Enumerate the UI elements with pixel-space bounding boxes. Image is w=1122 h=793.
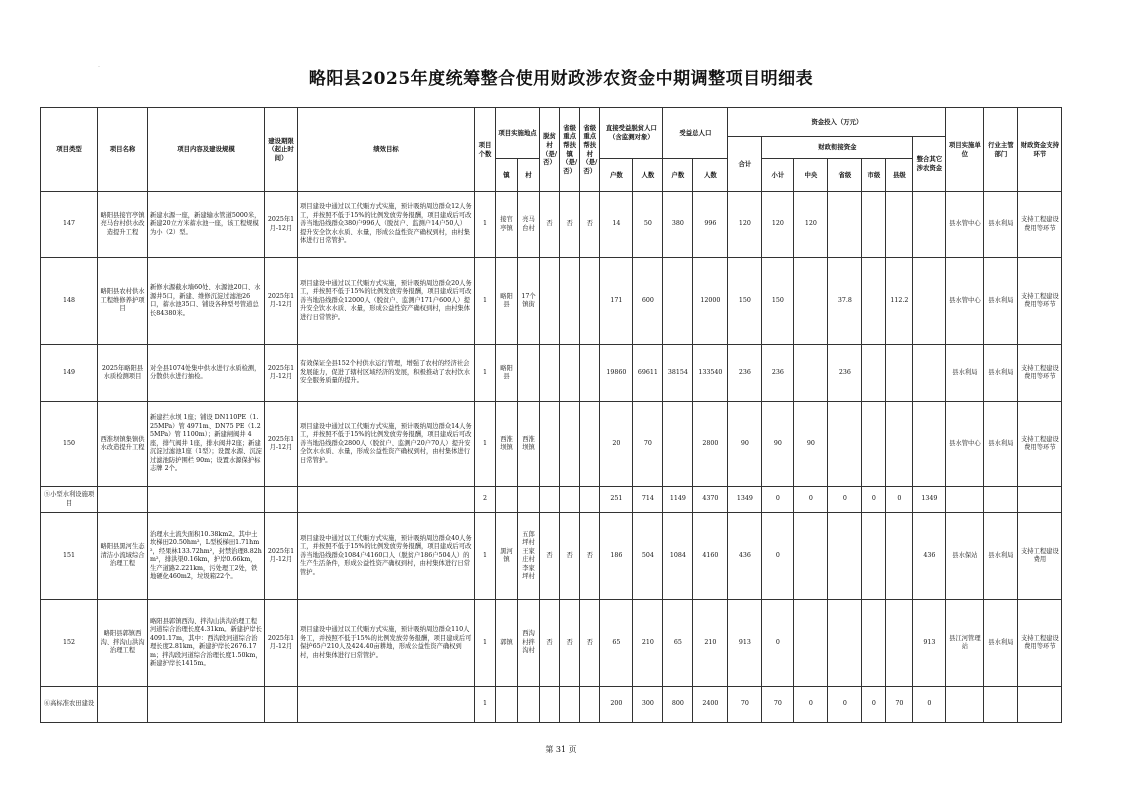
- project-table: [40, 107, 1062, 723]
- table-row: [41, 345, 1062, 402]
- cell-benefit-people: 2800: [693, 402, 728, 487]
- header-direct-people: 人数: [633, 159, 663, 192]
- cell-link: 支持工程建设费用等环节: [1018, 402, 1062, 487]
- cell-benefit-people: 4160: [693, 513, 728, 600]
- cell-link: 支持工程建设费用等环节: [1018, 258, 1062, 345]
- table-row: [41, 192, 1062, 258]
- cell-goal: 项目建设中通过以工代赈方式实施，预计吸纳周边群众40人务工，并按照不低于15%的比例发放劳务报酬，项目建成后可改善当地沿线群众1084户4160口人（脱贫户186户504人）的生产生活条件，形成公益性资产确权到村，由村集体进行日常管护。: [298, 513, 475, 600]
- cell-county: [886, 192, 913, 258]
- cell-count: 1: [475, 402, 496, 487]
- cell-province: [828, 192, 862, 258]
- cell-key-town: 否: [560, 192, 580, 258]
- cell-central: [794, 345, 828, 402]
- cell-count: 1: [475, 513, 496, 600]
- cell-count: 1: [475, 345, 496, 402]
- header-goal: 绩效目标: [298, 108, 475, 192]
- cell-count: 1: [475, 258, 496, 345]
- cell-direct-households: 14: [600, 192, 633, 258]
- cell-village: 西淮坝镇: [518, 402, 540, 487]
- header-link: 财政资金支持环节: [1018, 108, 1062, 192]
- cell-city: [862, 345, 886, 402]
- cell-key-town: [560, 258, 580, 345]
- cell-key-town: 否: [560, 600, 580, 687]
- cell-benefit-people: 12000: [693, 258, 728, 345]
- cell-total: 70: [728, 687, 762, 723]
- cell-integrated: 436: [913, 513, 946, 600]
- cell-town: 略阳县: [496, 258, 518, 345]
- cell-id: 152: [41, 600, 98, 687]
- cell-key-village: 否: [580, 513, 600, 600]
- cell-poverty: [540, 402, 560, 487]
- cell-subtotal: 0: [762, 487, 794, 513]
- cell-direct-people: 600: [633, 258, 663, 345]
- cell-integrated: 913: [913, 600, 946, 687]
- cell-province: 236: [828, 345, 862, 402]
- cell-village: 西沟村拌沟村: [518, 600, 540, 687]
- cell-name: 略阳县黑河生态清洁小流域综合治理工程: [98, 513, 148, 600]
- cell-poverty: 否: [540, 600, 560, 687]
- cell-town: 黑河镇: [496, 513, 518, 600]
- cell-village: 五郎坪村王家庄村李家坪村: [518, 513, 540, 600]
- cell-dept: 县水利局: [984, 402, 1018, 487]
- header-town: 镇: [496, 159, 518, 192]
- cell-direct-people: 210: [633, 600, 663, 687]
- cell-direct-people: 504: [633, 513, 663, 600]
- cell-goal: 项目建设中通过以工代赈方式实施，预计吸纳周边群众12人务工，并按照不低于15%的比例发放劳务报酬，项目建成后可改善当地沿线群众380户996人（脱贫户、监测户14户50人）提升安全饮水水质、水量，形成公益性资产确权到村，由村集体进行日常管护。: [298, 192, 475, 258]
- header-total-beneficiaries: 受益总人口: [663, 108, 728, 159]
- cell-county: [886, 600, 913, 687]
- cell-benefit-people: 210: [693, 600, 728, 687]
- cell-city: 0: [862, 487, 886, 513]
- cell-goal: 项目建设中通过以工代赈方式实施，预计吸纳周边群众14人务工，并按照不低于15%的比例发放劳务报酬，项目建成后可改善当地沿线群众2800人（脱贫户、监测户20户70人）提升安全饮水水质、水量，形成公益性资产确权到村，由村集体进行日常管护。: [298, 402, 475, 487]
- cell-link: 支持工程建设费用等环节: [1018, 345, 1062, 402]
- header-benefit-households: 户数: [663, 159, 693, 192]
- cell-dept: 县水利局: [984, 345, 1018, 402]
- cell-total: 150: [728, 258, 762, 345]
- cell-dept: 县水利局: [984, 513, 1018, 600]
- cell-key-village: 否: [580, 600, 600, 687]
- cell-period: 2025年1月-12月: [265, 258, 298, 345]
- cell-central: [794, 513, 828, 600]
- cell-content: 略阳县郭镇西沟、拌沟山洪沟治理工程河道综合治理长度4.31km。新建护岸长4091.17m，其中：西沟段河道综合治理长度2.81km，新建护岸长2676.17m；拌沟段河道综合治理长度1.50km，新建护岸长1415m。: [148, 600, 265, 687]
- cell-central: 120: [794, 192, 828, 258]
- cell-period: 2025年1月-12月: [265, 513, 298, 600]
- cell-name: 略阳县郭镇西沟、拌沟山洪沟治理工程: [98, 600, 148, 687]
- cell-county: [886, 402, 913, 487]
- header-period: 建设期限（起止时间）: [265, 108, 298, 192]
- cell-period: 2025年1月-12月: [265, 402, 298, 487]
- cell-name: 2025年略阳县水质检测项目: [98, 345, 148, 402]
- cell-content: 对全县1074处集中供水进行水质检测，分散供水进行抽检。: [148, 345, 265, 402]
- cell-period: 2025年1月-12月: [265, 345, 298, 402]
- cell-link: 支持工程建设费用: [1018, 513, 1062, 600]
- cell-id: 150: [41, 402, 98, 487]
- cell-benefit-households: 38154: [663, 345, 693, 402]
- cell-city: [862, 258, 886, 345]
- cell-benefit-people: 2400: [693, 687, 728, 723]
- cell-direct-people: 69611: [633, 345, 663, 402]
- header-direct-households: 户数: [600, 159, 633, 192]
- cell-benefit-households: 800: [663, 687, 693, 723]
- cell-city: [862, 402, 886, 487]
- cell-benefit-households: 380: [663, 192, 693, 258]
- cell-benefit-households: [663, 402, 693, 487]
- cell-count: 1: [475, 600, 496, 687]
- cell-key-village: [580, 345, 600, 402]
- cell-unit: 县江河管理站: [946, 600, 984, 687]
- cell-name: 西淮坝镇集镇供水改造提升工程: [98, 402, 148, 487]
- table-row: [41, 402, 1062, 487]
- header-key-village: 省级重点帮扶村（是/否）: [580, 108, 600, 192]
- cell-central: 0: [794, 687, 828, 723]
- header-key-town: 省级重点帮扶镇（是/否）: [560, 108, 580, 192]
- cell-county: 0: [886, 487, 913, 513]
- header-fiscal: 财政衔接资金: [762, 137, 913, 159]
- cell-subtotal: 236: [762, 345, 794, 402]
- header-funds: 资金投入（万元）: [728, 108, 946, 137]
- cell-integrated: [913, 345, 946, 402]
- table-row: [41, 600, 1062, 687]
- cell-id: 147: [41, 192, 98, 258]
- cell-direct-people: 70: [633, 402, 663, 487]
- cell-goal: 项目建设中通过以工代赈方式实施，预计吸纳周边群众20人务工，并按照不低于15%的比例发放劳务报酬，项目建成后可改善当地沿线群众12000人（脱贫户、监测户171户600人）提升安全饮水水质、水量，形成公益性资产确权到村，由村集体进行日常管护。: [298, 258, 475, 345]
- cell-subtotal: 0: [762, 600, 794, 687]
- cell-central: 90: [794, 402, 828, 487]
- cell-province: [828, 513, 862, 600]
- page-number: 第 31 页: [545, 745, 577, 754]
- cell-county: [886, 513, 913, 600]
- cell-key-town: 否: [560, 513, 580, 600]
- cell-total: 1349: [728, 487, 762, 513]
- cell-unit: 县水管中心: [946, 402, 984, 487]
- cell-province: 37.8: [828, 258, 862, 345]
- cell-direct-people: 714: [633, 487, 663, 513]
- cell-total: 120: [728, 192, 762, 258]
- cell-direct-people: 50: [633, 192, 663, 258]
- cell-total: 913: [728, 600, 762, 687]
- cell-central: [794, 258, 828, 345]
- cell-period: 2025年1月-12月: [265, 600, 298, 687]
- cell-province: 0: [828, 687, 862, 723]
- cell-name: 略阳县接官亭镇亮马台村供水改造提升工程: [98, 192, 148, 258]
- cell-id: 148: [41, 258, 98, 345]
- cell-key-village: [580, 258, 600, 345]
- cell-county: [886, 345, 913, 402]
- cell-total: 436: [728, 513, 762, 600]
- header-content: 项目内容及建设规模: [148, 108, 265, 192]
- header-city: 市级: [862, 159, 886, 192]
- cell-total: 90: [728, 402, 762, 487]
- page-title: 略阳县2025年度统筹整合使用财政涉农资金中期调整项目明细表: [308, 69, 814, 89]
- header-dept: 行业主管部门: [984, 108, 1018, 192]
- cell-benefit-households: 1084: [663, 513, 693, 600]
- cell-subtotal: 70: [762, 687, 794, 723]
- cell-total: 236: [728, 345, 762, 402]
- cell-town: 郭镇: [496, 600, 518, 687]
- header-count: 项目个数: [475, 108, 496, 192]
- subtotal-row: [41, 687, 1062, 723]
- cell-integrated: [913, 258, 946, 345]
- cell-link: 支持工程建设费用等环节: [1018, 192, 1062, 258]
- cell-subtotal: 150: [762, 258, 794, 345]
- cell-content: 治理水土流失面积10.38km2。其中土坎梯田20.50hm²，L型板梯田1.71hm²，经果林133.72hm²，封禁治理8.82hm²，排洪渠0.16km，护岸0.66km，生产道路2.221km，污处理工2处，铁地硬化460m2，垃圾箱22个。: [148, 513, 265, 600]
- cell-province: [828, 600, 862, 687]
- cell-province: [828, 402, 862, 487]
- cell-direct-households: 65: [600, 600, 633, 687]
- header-integrated: 整合其它涉农资金: [913, 137, 946, 192]
- header-benefit-people: 人数: [693, 159, 728, 192]
- header-total: 合计: [728, 137, 762, 192]
- cell-poverty: 否: [540, 513, 560, 600]
- cell-direct-households: 171: [600, 258, 633, 345]
- cell-period: 2025年1月-12月: [265, 192, 298, 258]
- cell-benefit-people: 4370: [693, 487, 728, 513]
- cell-direct-households: 251: [600, 487, 633, 513]
- cell-direct-households: 19860: [600, 345, 633, 402]
- cell-poverty: [540, 345, 560, 402]
- cell-integrated: [913, 192, 946, 258]
- cell-content: 新修水源截水墙60处、水源池20口、水源井5口，新建、维修沉淀过滤池26口，蓄水池35口、铺设各种型号管道总长84380米。: [148, 258, 265, 345]
- cell-dept: 县水利局: [984, 258, 1018, 345]
- cell-benefit-people: 996: [693, 192, 728, 258]
- cell-key-town: [560, 345, 580, 402]
- cell-county: 112.2: [886, 258, 913, 345]
- cell-integrated: [913, 402, 946, 487]
- header-location: 项目实施地点: [496, 108, 540, 159]
- cell-key-village: 否: [580, 192, 600, 258]
- cell-city: 0: [862, 687, 886, 723]
- cell-city: [862, 192, 886, 258]
- cell-county: 70: [886, 687, 913, 723]
- header-central: 中央: [794, 159, 828, 192]
- cell-count: 2: [475, 487, 496, 513]
- cell-integrated: 1349: [913, 487, 946, 513]
- cell-id: 151: [41, 513, 98, 600]
- header-subtotal: 小计: [762, 159, 794, 192]
- cell-unit: 县水保站: [946, 513, 984, 600]
- cell-unit: 县水管中心: [946, 192, 984, 258]
- cell-village: [518, 345, 540, 402]
- cell-poverty: [540, 258, 560, 345]
- cell-subtotal: 120: [762, 192, 794, 258]
- cell-direct-households: 200: [600, 687, 633, 723]
- cell-subtotal: 90: [762, 402, 794, 487]
- header-province: 省级: [828, 159, 862, 192]
- cell-direct-households: 186: [600, 513, 633, 600]
- cell-unit: 县水管中心: [946, 258, 984, 345]
- header-village: 村: [518, 159, 540, 192]
- cell-city: [862, 513, 886, 600]
- cell-city: [862, 600, 886, 687]
- cell-town: 西淮坝镇: [496, 402, 518, 487]
- cell-village: 17个镇街: [518, 258, 540, 345]
- cell-benefit-households: 1149: [663, 487, 693, 513]
- header-county: 县级: [886, 159, 913, 192]
- cell-central: 0: [794, 487, 828, 513]
- cell-subtotal: 0: [762, 513, 794, 600]
- header-name: 项目名称: [98, 108, 148, 192]
- header-direct-beneficiaries: 直接受益脱贫人口（含监测对象）: [600, 108, 663, 159]
- header-type: 项目类型: [41, 108, 98, 192]
- cell-name: 略阳县农村供水工程维修养护项目: [98, 258, 148, 345]
- subtotal-label: ⑥高标准农田建设: [41, 687, 98, 723]
- cell-town: 略阳县: [496, 345, 518, 402]
- cell-goal: 有效保证全县152个村供水运行管理，增强了农村的经济社会发展能力，促进了辖村区域经济的发展，积极推动了农村饮水安全服务质量的提升。: [298, 345, 475, 402]
- cell-key-village: [580, 402, 600, 487]
- cell-poverty: 否: [540, 192, 560, 258]
- page-mark: ·: [98, 64, 100, 70]
- cell-id: 149: [41, 345, 98, 402]
- cell-unit: 县水利局: [946, 345, 984, 402]
- cell-direct-people: 300: [633, 687, 663, 723]
- header-poverty-village: 脱贫村（是/否）: [540, 108, 560, 192]
- subtotal-row: [41, 487, 1062, 513]
- cell-content: 新建水源一座，新建输水管道5000米，新建20立方米蓄水池一座，该工程规模为小（2）型。: [148, 192, 265, 258]
- cell-content: 新建拦水坝 1座；铺设 DN110PE（1.25MPa）管 4971m、DN75 PE（1.25MPa）管 1100m）；新建闸阀井 4座，排气阀井 1座，排水阀井2座；新建沉淀过滤池1座（1型）；设置水源、沉淀过滤池防护围栏 90m；设置水源保护标志牌 2个。: [148, 402, 265, 487]
- cell-town: 接官亭镇: [496, 192, 518, 258]
- cell-direct-households: 20: [600, 402, 633, 487]
- cell-count: 1: [475, 192, 496, 258]
- cell-benefit-people: 133540: [693, 345, 728, 402]
- table-row: [41, 513, 1062, 600]
- cell-goal: 项目建设中通过以工代赈方式实施，预计吸纳周边群众110人务工，并按照不低于15%的比例发放劳务报酬，项目建成后可保护65户210人及424.40亩耕地，形成公益性资产确权到村，由村集体进行日常管护。: [298, 600, 475, 687]
- cell-province: 0: [828, 487, 862, 513]
- subtotal-label: ⑤小型水利设施项目: [41, 487, 98, 513]
- cell-count: 1: [475, 687, 496, 723]
- cell-dept: 县水利局: [984, 192, 1018, 258]
- cell-dept: 县水利局: [984, 600, 1018, 687]
- cell-benefit-households: 65: [663, 600, 693, 687]
- header-unit: 项目实施单位: [946, 108, 984, 192]
- table-row: [41, 258, 1062, 345]
- cell-benefit-households: [663, 258, 693, 345]
- cell-key-town: [560, 402, 580, 487]
- cell-link: 支持工程建设费用等环节: [1018, 600, 1062, 687]
- cell-village: 亮马台村: [518, 192, 540, 258]
- cell-central: [794, 600, 828, 687]
- cell-integrated: 0: [913, 687, 946, 723]
